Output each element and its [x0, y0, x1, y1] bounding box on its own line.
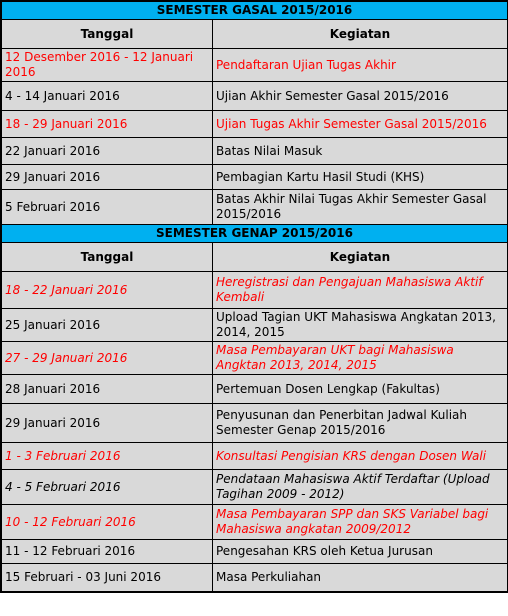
semester-title: SEMESTER GENAP 2015/2016	[2, 225, 508, 243]
activity-cell: Batas Akhir Nilai Tugas Akhir Semester Gasal 2015/2016	[213, 190, 508, 225]
date-cell: 4 - 14 Januari 2016	[2, 82, 213, 111]
date-cell: 28 Januari 2016	[2, 375, 213, 404]
column-header-activity: Kegiatan	[213, 243, 508, 272]
date-cell: 12 Desember 2016 - 12 Januari 2016	[2, 49, 213, 82]
date-cell: 18 - 22 Januari 2016	[2, 272, 213, 309]
semester-title: SEMESTER GASAL 2015/2016	[2, 2, 508, 20]
semester-title-row	[2, 225, 508, 243]
activity-cell: Batas Nilai Masuk	[213, 138, 508, 165]
table-row	[2, 342, 508, 375]
activity-cell: Konsultasi Pengisian KRS dengan Dosen Wali	[213, 443, 508, 470]
table-row	[2, 505, 508, 540]
activity-cell: Masa Pembayaran SPP dan SKS Variabel bagi Mahasiswa angkatan 2009/2012	[213, 505, 508, 540]
table-row	[2, 540, 508, 564]
activity-cell: Masa Perkuliahan	[213, 564, 508, 592]
activity-cell: Pendataan Mahasiswa Aktif Terdaftar (Upload Tagihan 2009 - 2012)	[213, 470, 508, 505]
table-row	[2, 309, 508, 342]
date-cell: 5 Februari 2016	[2, 190, 213, 225]
date-cell: 10 - 12 Februari 2016	[2, 505, 213, 540]
column-header-row	[2, 20, 508, 49]
column-header-activity: Kegiatan	[213, 20, 508, 49]
date-cell: 11 - 12 Februari 2016	[2, 540, 213, 564]
activity-cell: Ujian Akhir Semester Gasal 2015/2016	[213, 82, 508, 111]
activity-cell: Masa Pembayaran UKT bagi Mahasiswa Angktan 2013, 2014, 2015	[213, 342, 508, 375]
table-row	[2, 272, 508, 309]
column-header-date: Tanggal	[2, 20, 213, 49]
date-cell: 1 - 3 Februari 2016	[2, 443, 213, 470]
calendar-body	[2, 2, 508, 592]
table-row	[2, 165, 508, 190]
table-row	[2, 470, 508, 505]
date-cell: 27 - 29 Januari 2016	[2, 342, 213, 375]
table-row	[2, 564, 508, 592]
table-row	[2, 190, 508, 225]
date-cell: 25 Januari 2016	[2, 309, 213, 342]
date-cell: 29 Januari 2016	[2, 165, 213, 190]
table-row	[2, 49, 508, 82]
date-cell: 18 - 29 Januari 2016	[2, 111, 213, 138]
activity-cell: Penyusunan dan Penerbitan Jadwal Kuliah Semester Genap 2015/2016	[213, 404, 508, 443]
table-row	[2, 82, 508, 111]
date-cell: 4 - 5 Februari 2016	[2, 470, 213, 505]
semester-title-row	[2, 2, 508, 20]
table-row	[2, 375, 508, 404]
column-header-row	[2, 243, 508, 272]
table-row	[2, 443, 508, 470]
activity-cell: Pembagian Kartu Hasil Studi (KHS)	[213, 165, 508, 190]
date-cell: 15 Februari - 03 Juni 2016	[2, 564, 213, 592]
activity-cell: Pendaftaran Ujian Tugas Akhir	[213, 49, 508, 82]
activity-cell: Heregistrasi dan Pengajuan Mahasiswa Aktif Kembali	[213, 272, 508, 309]
activity-cell: Pertemuan Dosen Lengkap (Fakultas)	[213, 375, 508, 404]
activity-cell: Upload Tagian UKT Mahasiswa Angkatan 2013, 2014, 2015	[213, 309, 508, 342]
activity-cell: Ujian Tugas Akhir Semester Gasal 2015/2016	[213, 111, 508, 138]
column-header-date: Tanggal	[2, 243, 213, 272]
table-row	[2, 404, 508, 443]
calendar-table	[1, 1, 508, 592]
table-row	[2, 138, 508, 165]
table-row	[2, 111, 508, 138]
date-cell: 22 Januari 2016	[2, 138, 213, 165]
activity-cell: Pengesahan KRS oleh Ketua Jurusan	[213, 540, 508, 564]
date-cell: 29 Januari 2016	[2, 404, 213, 443]
